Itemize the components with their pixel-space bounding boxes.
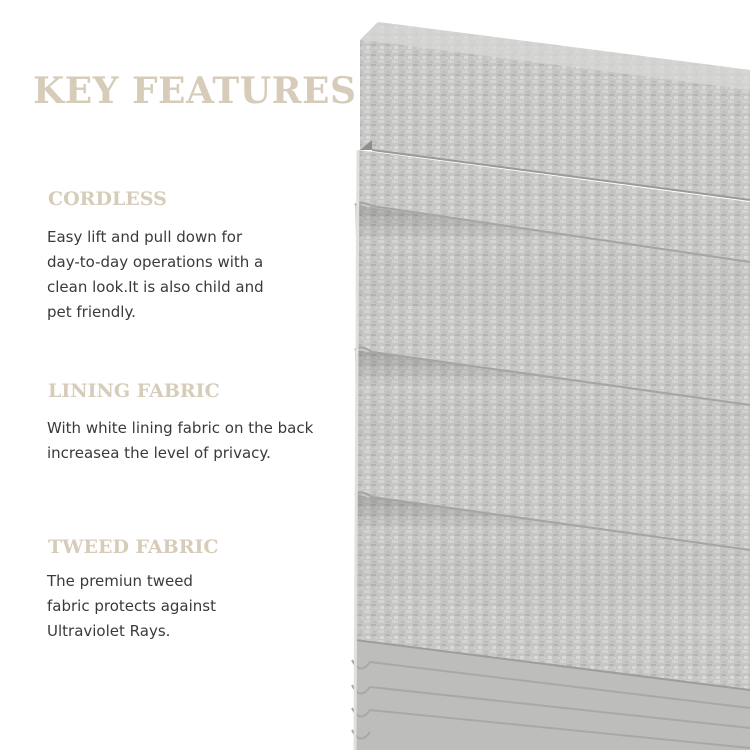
feature-description-line: Easy lift and pull down for <box>47 228 243 246</box>
feature-description-line: increasea the level of privacy. <box>47 444 271 462</box>
feature-description-line: day-to-day operations with a <box>47 253 264 271</box>
feature-description-cordless <box>47 225 264 325</box>
feature-description-lining-fabric <box>47 416 313 466</box>
feature-heading-cordless: CORDLESS <box>48 188 167 210</box>
feature-heading-lining-fabric: LINING FABRIC <box>48 380 220 402</box>
feature-heading-tweed-fabric: TWEED FABRIC <box>48 536 219 558</box>
feature-description-line: With white lining fabric on the back <box>47 419 314 437</box>
feature-description-line: clean look.It is also child and <box>47 278 264 296</box>
page-title: KEY FEATURES <box>33 70 357 112</box>
feature-description-line: pet friendly. <box>47 303 136 321</box>
feature-description-line: Ultraviolet Rays. <box>47 622 171 640</box>
feature-description-tweed-fabric <box>47 569 216 644</box>
feature-description-line: fabric protects against <box>47 597 216 615</box>
feature-description-line: The premiun tweed <box>47 572 193 590</box>
